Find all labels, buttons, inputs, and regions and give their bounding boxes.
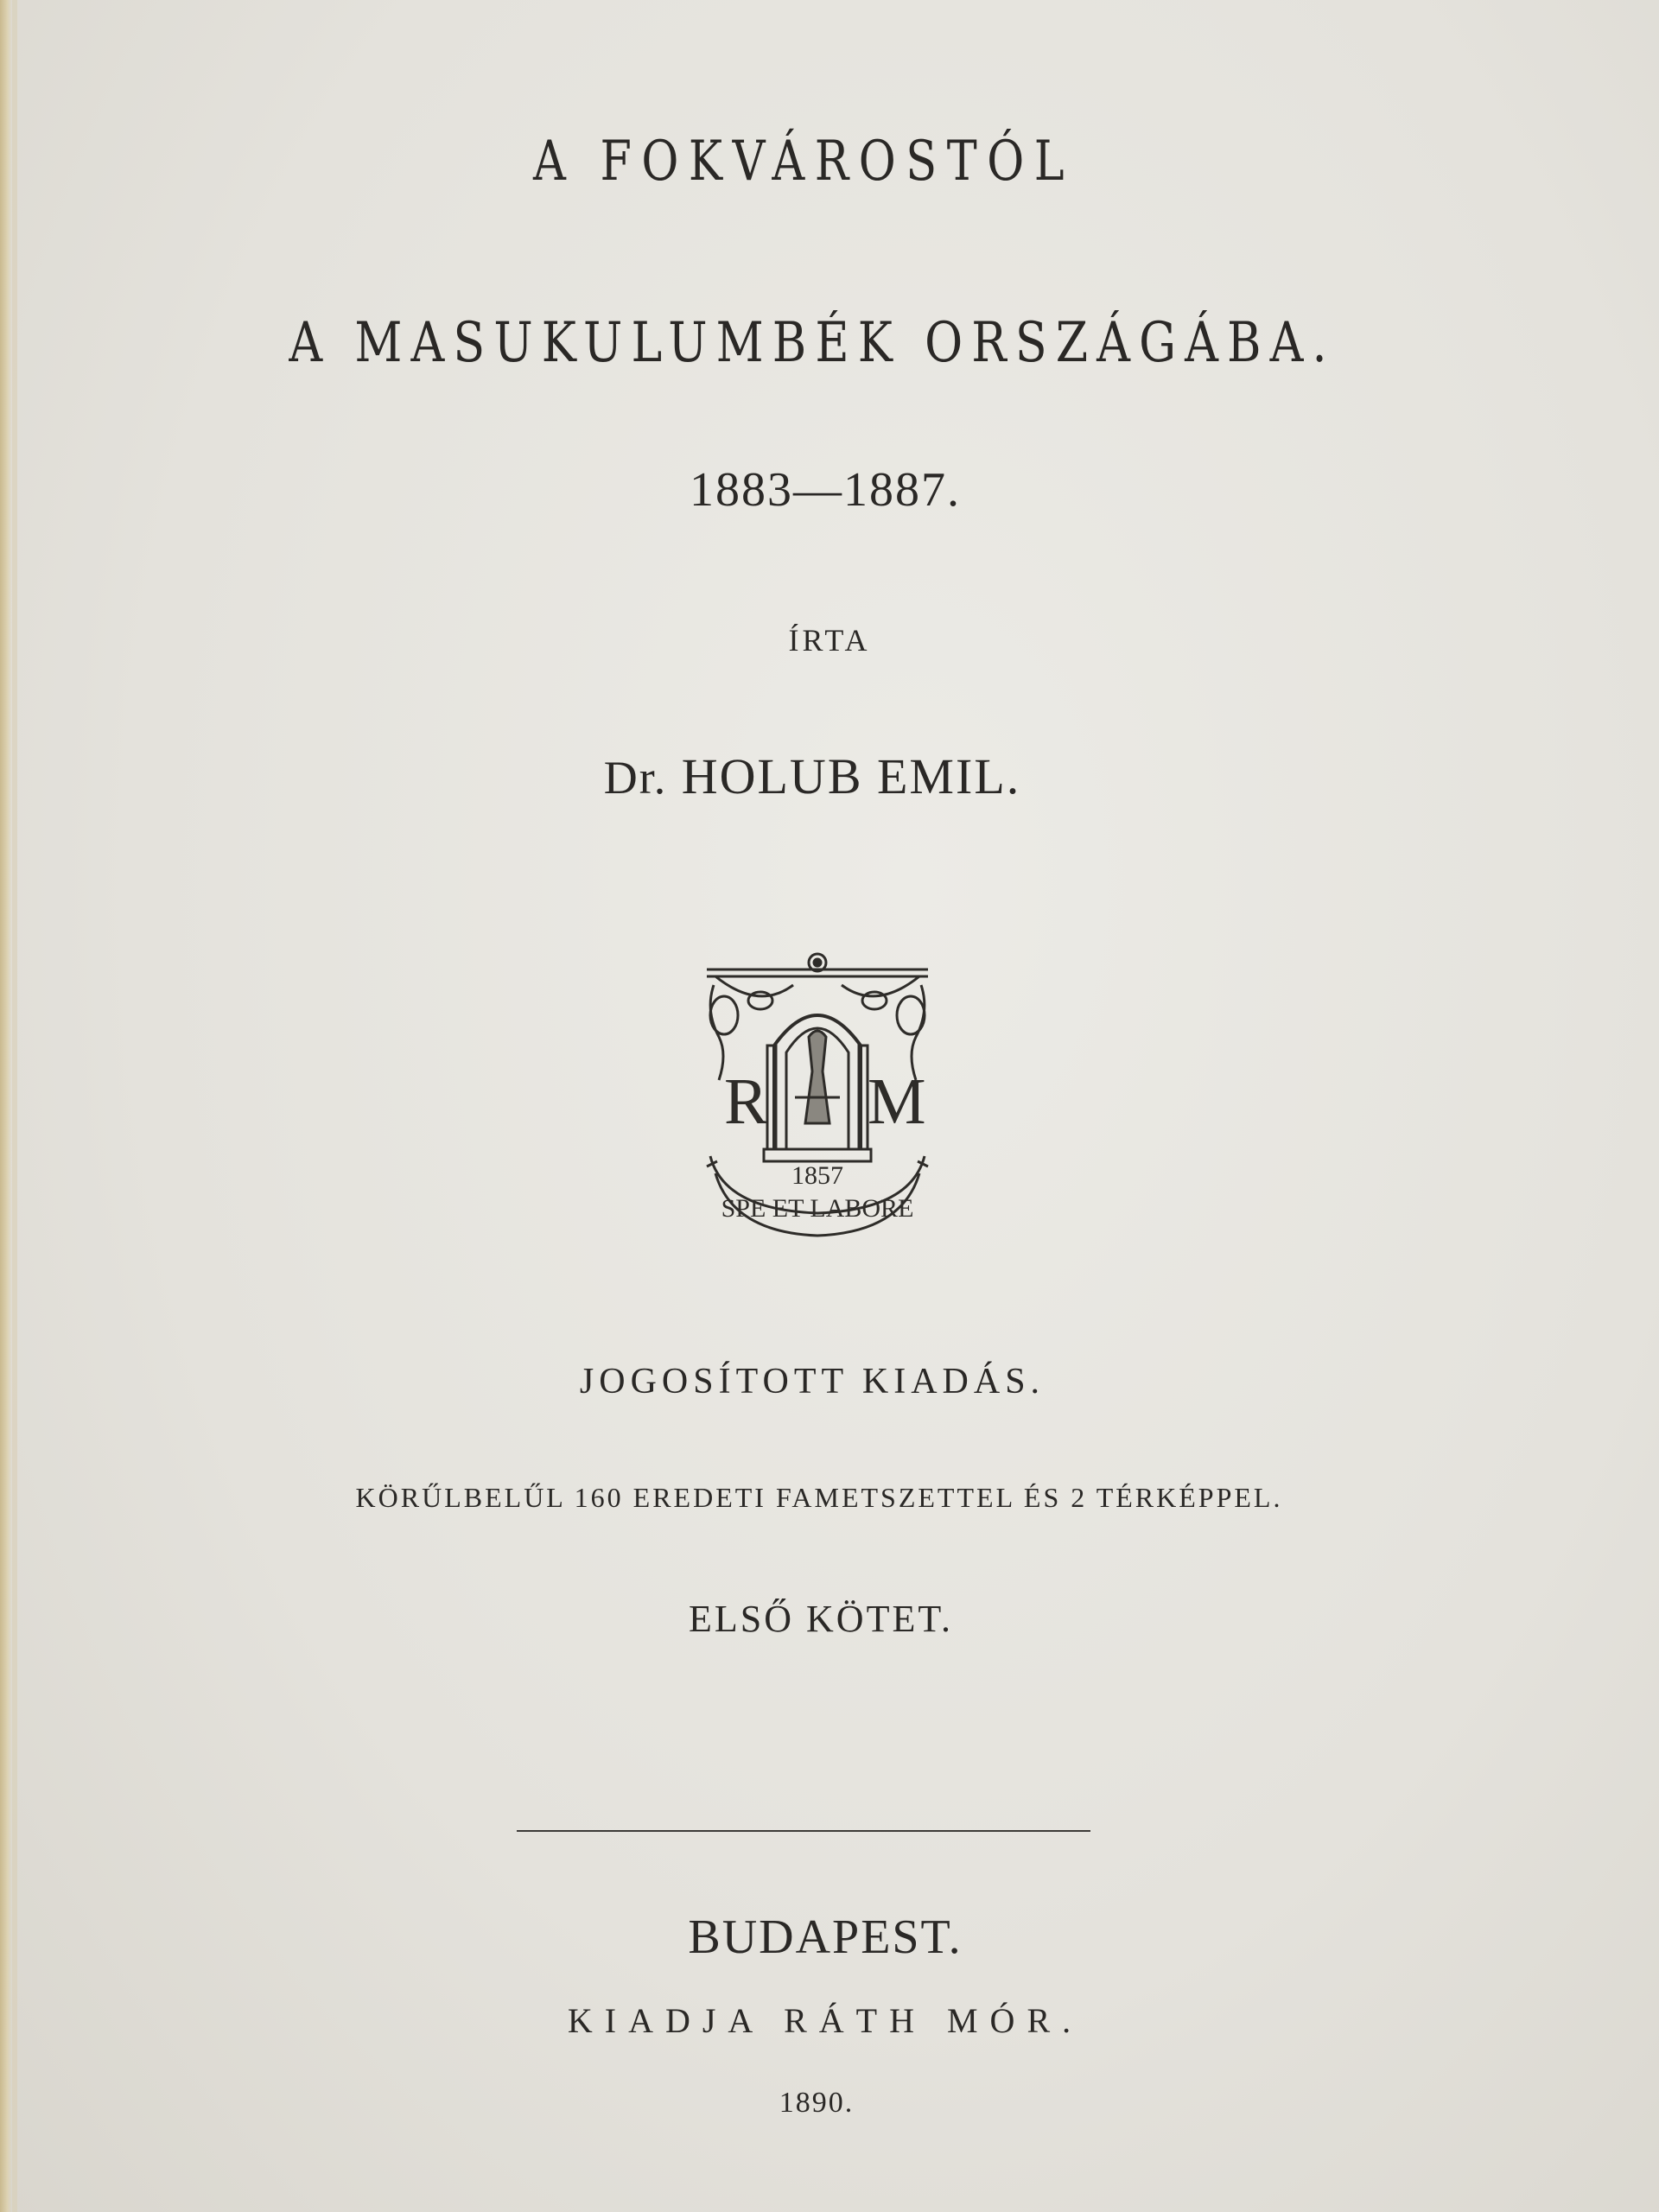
book-spine-edge xyxy=(0,0,12,2212)
edition-note: JOGOSÍTOTT KIADÁS. xyxy=(579,1362,1046,1402)
imprint-city: BUDAPEST. xyxy=(688,1910,963,1964)
written-by-label: ÍRTA xyxy=(788,623,871,658)
mark-letter-right: M xyxy=(868,1065,926,1138)
divider-rule xyxy=(517,1830,1090,1832)
publisher-mark-icon xyxy=(698,950,937,1241)
title-line-1: A FOKVÁROSTÓL xyxy=(532,130,1075,194)
author-prefix: Dr. xyxy=(603,752,668,804)
imprint-publisher: KIADJA RÁTH MÓR. xyxy=(567,2001,1084,2040)
illustrations-note: KÖRŰLBELŰL 160 EREDETI FAMETSZETTEL ÉS 2 TÉRKÉPPEL. xyxy=(355,1482,1283,1513)
author-name: HOLUB EMIL. xyxy=(681,748,1021,804)
mark-motto: SPE ET LABORE xyxy=(721,1194,914,1223)
title-line-2: A MASUKULUMBÉK ORSZÁGÁBA. xyxy=(289,311,1336,375)
book-spine-shadow xyxy=(12,0,17,2212)
mark-letter-left: R xyxy=(724,1065,768,1138)
volume-label: ELSŐ KÖTET. xyxy=(689,1598,953,1640)
imprint-year: 1890. xyxy=(779,2087,855,2119)
years-range: 1883—1887. xyxy=(690,463,961,517)
author-line xyxy=(0,747,1642,805)
mark-founded-year: 1857 xyxy=(791,1161,843,1190)
